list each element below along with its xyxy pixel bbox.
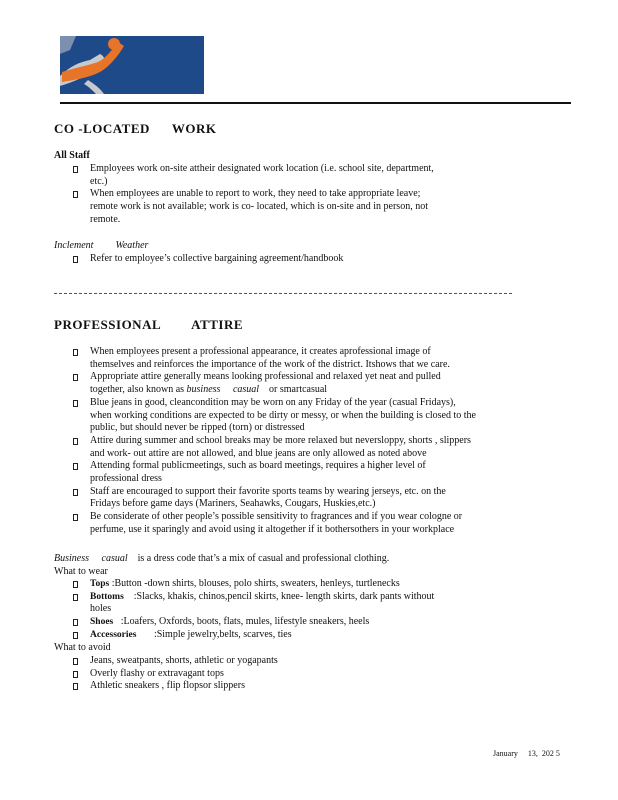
bullet-icon: [73, 581, 78, 588]
footer-date: January 13, 202 5: [493, 749, 560, 758]
list-item: When employees present a professional appearance, it creates aprofessional image of themselves and reinforces the importance of the work of the district. Itshows that we care.: [73, 346, 563, 371]
colocated-bullets: [73, 163, 563, 227]
list-item: Staff are encouraged to support their favorite sports teams by wearing jerseys, etc. on the Fridays before game days (Mariners, Seahawks, Cougars, Huskies,etc.): [73, 486, 563, 511]
bullet-icon: [73, 671, 78, 678]
colocated-title-b: WORK: [171, 121, 217, 136]
bullet-icon: [73, 514, 78, 521]
all-staff-subhead: All Staff: [54, 150, 90, 161]
colocated-title-a: CO -LOCATED: [54, 121, 150, 136]
list-item: Bottoms :Slacks, khakis, chinos,pencil skirts, knee- length skirts, dark pants without holes: [73, 591, 563, 616]
district-logo: [60, 36, 204, 94]
what-to-avoid-heading: What to avoid: [54, 642, 111, 653]
avoid-list: [73, 655, 563, 693]
list-item: Tops :Button -down shirts, blouses, polo shirts, sweaters, henleys, turtlenecks: [73, 578, 563, 591]
logo-graphic: [60, 36, 204, 94]
bullet-icon: [73, 632, 78, 639]
bullet-icon: [73, 438, 78, 445]
weather-bullets: [73, 253, 563, 266]
list-item: Refer to employee’s collective bargaining agreement/handbook: [73, 253, 563, 266]
list-item: Shoes :Loafers, Oxfords, boots, flats, mules, lifestyle sneakers, heels: [73, 616, 563, 629]
list-item: Athletic sneakers , flip flopsor slippers: [73, 680, 563, 693]
list-item: Overly flashy or extravagant tops: [73, 668, 563, 681]
bullet-icon: [73, 463, 78, 470]
bullet-icon: [73, 191, 78, 198]
list-item: Be considerate of other people’s possible sensitivity to fragrances and if you wear cologne or perfume, use it sparingly and avoid using it altogether if it bothersothers in your workplace: [73, 511, 563, 536]
attire-bullets: [73, 346, 563, 537]
bullet-icon: [73, 256, 78, 263]
bullet-icon: [73, 374, 78, 381]
header-rule: [60, 102, 571, 104]
attire-title-b: ATTIRE: [191, 317, 244, 332]
list-item: Jeans, sweatpants, shorts, athletic or yogapants: [73, 655, 563, 668]
business-casual-definition: Business casual is a dress code that’s a mix of casual and professional clothing.: [54, 553, 390, 564]
list-item: Appropriate attire generally means looking professional and relaxed yet neat and pulled together, also known as business casual or smartcasual: [73, 371, 563, 396]
bullet-icon: [73, 400, 78, 407]
inclement-weather-subhead: Inclement Weather: [54, 240, 149, 251]
bullet-icon: [73, 349, 78, 356]
list-item: Employees work on-site attheir designated work location (i.e. school site, department, etc.): [73, 163, 563, 188]
bullet-icon: [73, 166, 78, 173]
colocated-title: [54, 121, 217, 137]
bullet-icon: [73, 683, 78, 690]
what-to-wear-heading: What to wear: [54, 566, 108, 577]
bullet-icon: [73, 658, 78, 665]
list-item: Attire during summer and school breaks may be more relaxed but neversloppy, shorts , slippers and work- out attire are not allowed, and blue jeans are only allowed as noted above: [73, 435, 563, 460]
section-divider: [54, 293, 512, 294]
list-item: When employees are unable to report to work, they need to take appropriate leave; remote work is not available; work is co- located, which is on-site and in person, not remote.: [73, 188, 563, 226]
list-item: Attending formal publicmeetings, such as board meetings, requires a higher level of professional dress: [73, 460, 563, 485]
bullet-icon: [73, 619, 78, 626]
list-item: Accessories :Simple jewelry,belts, scarves, ties: [73, 629, 563, 642]
bullet-icon: [73, 489, 78, 496]
bullet-icon: [73, 594, 78, 601]
attire-title-a: PROFESSIONAL: [54, 317, 162, 332]
attire-title: [54, 317, 243, 333]
list-item: Blue jeans in good, cleancondition may be worn on any Friday of the year (casual Fridays), when working conditions are expected to be dirty or messy, or when the building is closed to the public, but should never be ripped (torn) or distressed: [73, 397, 563, 435]
wear-list: [73, 578, 563, 642]
